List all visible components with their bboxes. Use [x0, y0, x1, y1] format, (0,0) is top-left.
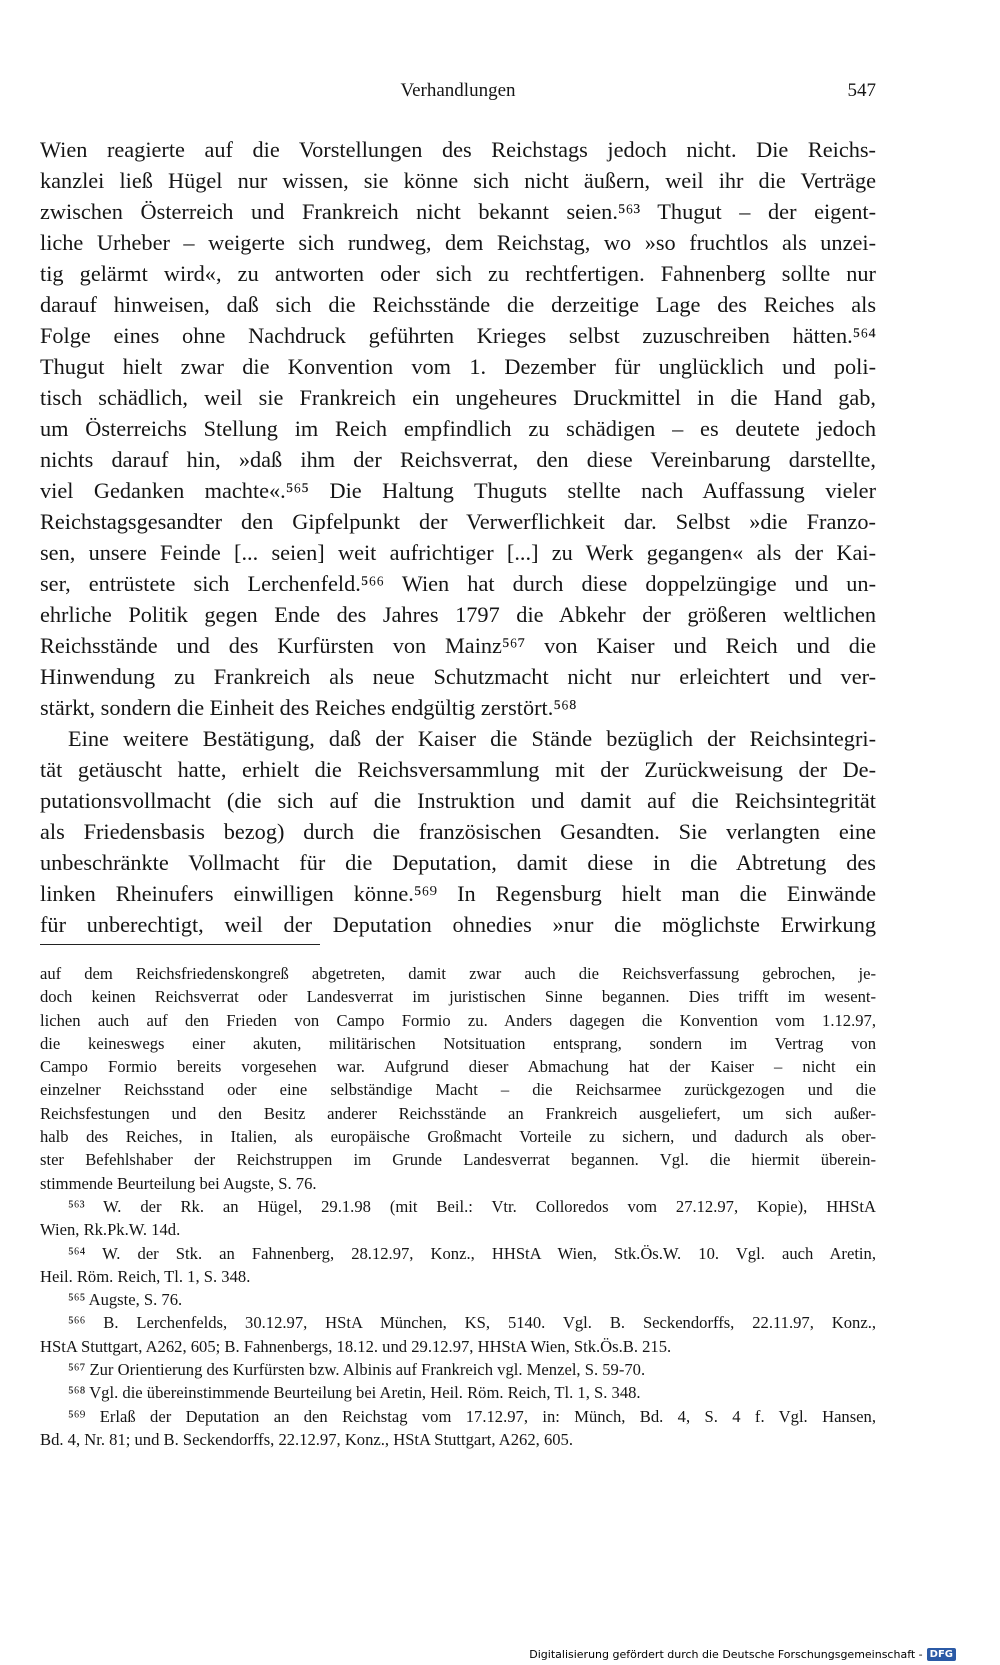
footnote-line: ⁵⁶⁴ W. der Stk. an Fahnenberg, 28.12.97, Konz., HHStA Wien, Stk.Ös.W. 10. Vgl. auch Aretin,: [68, 1243, 876, 1263]
text-line: liche Urheber – weigerte sich rundweg, dem Reichstag, wo »so fruchtlos als unzei-: [40, 230, 876, 255]
text-line: tät getäuscht hatte, erhielt die Reichsversammlung mit der Zurückweisung der De-: [40, 757, 876, 782]
footnote-line: ster Befehlshaber der Reichstruppen im Grunde Landesverrat begannen. Vgl. die hiermit überein-: [40, 1150, 876, 1170]
footnote-line: lichen auch auf den Frieden von Campo Formio zu. Anders dagegen die Konvention vom 1.12.97,: [40, 1010, 876, 1030]
dfg-logo-icon: DFG: [927, 1648, 956, 1661]
text-line: als Friedensbasis bezog) durch die französischen Gesandten. Sie verlangten eine: [40, 819, 876, 844]
text-line: viel Gedanken machte«.⁵⁶⁵ Die Haltung Thuguts stellte nach Auffassung vieler: [40, 478, 876, 503]
footnote-line: Campo Formio bereits vorgesehen war. Aufgrund dieser Abmachung hat der Kaiser – nicht ein: [40, 1057, 876, 1077]
text-line: ehrliche Politik gegen Ende des Jahres 1797 die Abkehr der größeren weltlichen: [40, 602, 876, 627]
footnote-line: halb des Reiches, in Italien, als europäische Großmacht Vorteile zu sichern, und dadurch als ober-: [40, 1127, 876, 1147]
text-line: sen, unsere Feinde [... seien] weit aufrichtiger [...] zu Werk gegangen« als der Kai-: [40, 540, 876, 565]
footnote-line: Heil. Röm. Reich, Tl. 1, S. 348.: [40, 1266, 251, 1286]
text-line: um Österreichs Stellung im Reich empfindlich zu schädigen – es deutete jedoch: [40, 416, 876, 441]
text-line: stärkt, sondern die Einheit des Reiches endgültig zerstört.⁵⁶⁸: [40, 695, 577, 720]
page-header: [40, 80, 876, 110]
credit-text: Digitalisierung gefördert durch die Deutsche Forschungsgemeinschaft -: [529, 1648, 923, 1661]
text-line: kanzlei ließ Hügel nur wissen, sie könne sich nicht äußern, weil ihr die Verträge: [40, 168, 876, 193]
footnote-line: HStA Stuttgart, A262, 605; B. Fahnenbergs, 18.12. und 29.12.97, HHStA Wien, Stk.Ös.B. 215.: [40, 1336, 672, 1356]
footnote-line: Reichsfestungen und den Besitz anderer Reichsstände an Frankreich ausgeliefert, um sich außer-: [40, 1103, 876, 1123]
footnote-line: ⁵⁶³ W. der Rk. an Hügel, 29.1.98 (mit Beil.: Vtr. Colloredos vom 27.12.97, Kopie), HHStA: [68, 1196, 876, 1216]
text-line: Folge eines ohne Nachdruck geführten Krieges selbst zuzuschreiben hätten.⁵⁶⁴: [40, 323, 876, 348]
footnote-line: doch keinen Reichsverrat oder Landesverrat im juristischen Sinne begannen. Dies trifft im wesent-: [40, 987, 876, 1007]
text-line: Reichstagsgesandter den Gipfelpunkt der Verwerflichkeit dar. Selbst »die Franzo-: [40, 509, 876, 534]
footnote-divider: [40, 944, 320, 945]
text-line: Wien reagierte auf die Vorstellungen des Reichstags jedoch nicht. Die Reichs-: [40, 137, 876, 162]
page-number: 547: [847, 80, 876, 101]
text-line: linken Rheinufers einwilligen könne.⁵⁶⁹ In Regensburg hielt man die Einwände: [40, 881, 876, 906]
text-line: ser, entrüstete sich Lerchenfeld.⁵⁶⁶ Wien hat durch diese doppelzüngige und un-: [40, 571, 876, 596]
text-line: tig gelärmt wird«, zu antworten oder sich zu rechtfertigen. Fahnenberg sollte nur: [40, 261, 876, 286]
footnote-line: ⁵⁶⁸ Vgl. die übereinstimmende Beurteilung bei Aretin, Heil. Röm. Reich, Tl. 1, S. 348.: [68, 1383, 641, 1403]
running-head: Verhandlungen: [400, 80, 516, 101]
text-line: unbeschränkte Vollmacht für die Deputation, damit diese in die Abtretung des: [40, 850, 876, 875]
text-line: zwischen Österreich und Frankreich nicht bekannt seien.⁵⁶³ Thugut – der eigent-: [40, 199, 876, 224]
footnote-line: ⁵⁶⁶ B. Lerchenfelds, 30.12.97, HStA München, KS, 5140. Vgl. B. Seckendorffs, 22.11.97, Konz.,: [68, 1313, 876, 1333]
footnote-line: Wien, Rk.Pk.W. 14d.: [40, 1220, 181, 1240]
text-line: tisch schädlich, weil sie Frankreich ein ungeheures Druckmittel in die Hand gab,: [40, 385, 876, 410]
text-line: Hinwendung zu Frankreich als neue Schutzmacht nicht nur erleichtert und ver-: [40, 664, 876, 689]
main-text: [40, 134, 876, 940]
footnote-line: ⁵⁶⁵ Augste, S. 76.: [68, 1290, 183, 1310]
footnote-line: einzelner Reichsstand oder eine selbständige Macht – die Reichsarmee zurückgezogen und die: [40, 1080, 876, 1100]
text-line: putationsvollmacht (die sich auf die Instruktion und damit auf die Reichsintegrität: [40, 788, 876, 813]
footnote-line: Bd. 4, Nr. 81; und B. Seckendorffs, 22.12.97, Konz., HStA Stuttgart, A262, 605.: [40, 1429, 573, 1449]
digitization-credit: [529, 1648, 956, 1661]
text-line: Thugut hielt zwar die Konvention vom 1. Dezember für unglücklich und poli-: [40, 354, 876, 379]
footnote-line: die keineswegs einer akuten, militärischen Notsituation entsprang, sondern im Vertrag von: [40, 1033, 876, 1053]
text-line: für unberechtigt, weil der Deputation ohnedies »nur die möglichste Erwirkung: [40, 912, 876, 937]
footnote-line: auf dem Reichsfriedenskongreß abgetreten, damit zwar auch die Reichsverfassung gebrochen, je-: [40, 964, 876, 983]
footnotes: [40, 962, 876, 1451]
footnote-line: ⁵⁶⁷ Zur Orientierung des Kurfürsten bzw. Albinis auf Frankreich vgl. Menzel, S. 59-70.: [68, 1360, 646, 1380]
text-line: Reichsstände und des Kurfürsten von Mainz⁵⁶⁷ von Kaiser und Reich und die: [40, 633, 876, 658]
text-line: Eine weitere Bestätigung, daß der Kaiser die Stände bezüglich der Reichsintegri-: [68, 726, 876, 751]
text-line: darauf hinweisen, daß sich die Reichsstände die derzeitige Lage des Reiches als: [40, 292, 876, 317]
footnote-line: stimmende Beurteilung bei Augste, S. 76.: [40, 1173, 317, 1193]
footnote-line: ⁵⁶⁹ Erlaß der Deputation an den Reichstag vom 17.12.97, in: Münch, Bd. 4, S. 4 f. Vgl. Hansen,: [68, 1406, 876, 1426]
text-line: nichts darauf hin, »daß ihm der Reichsverrat, den diese Vereinbarung darstellte,: [40, 447, 876, 472]
